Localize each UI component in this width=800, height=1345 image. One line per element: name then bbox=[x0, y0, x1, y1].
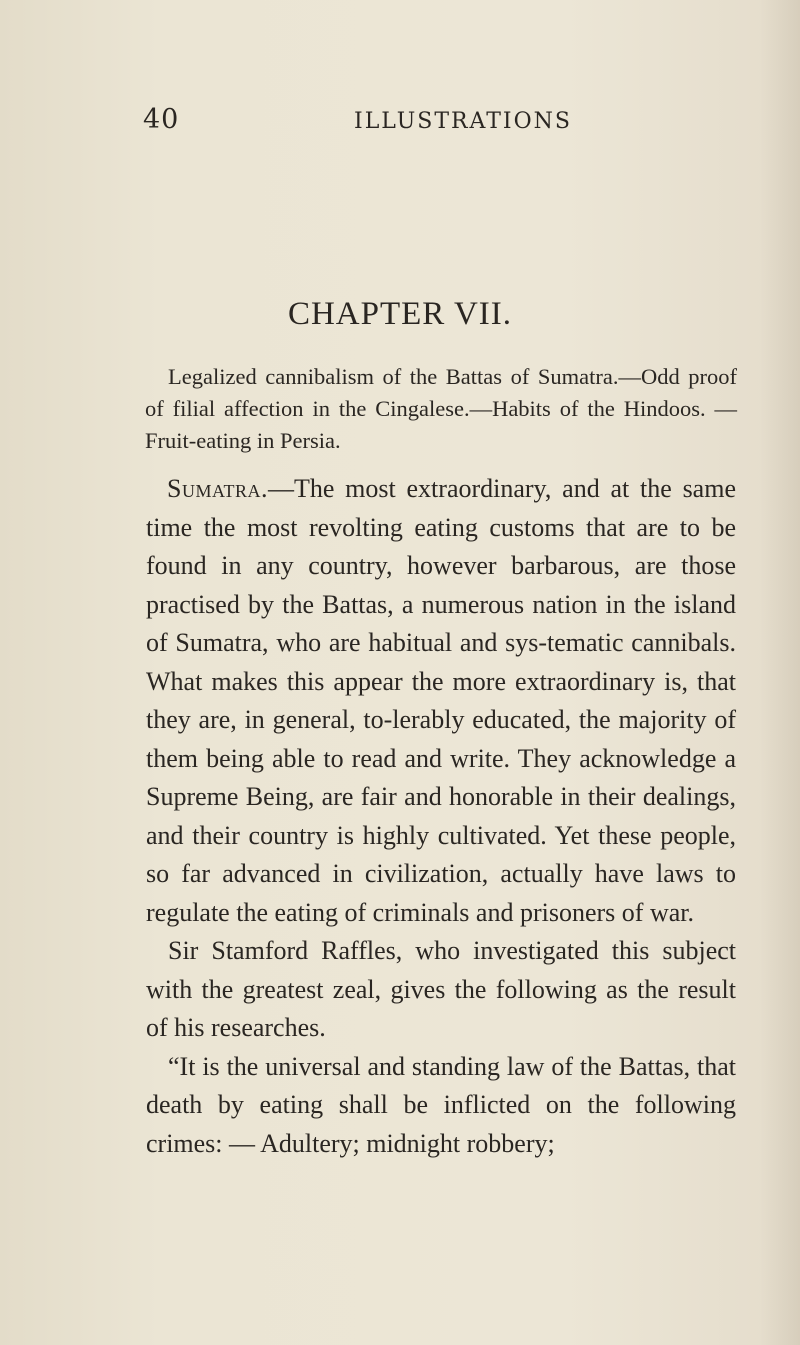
chapter-title: CHAPTER VII. bbox=[287, 296, 513, 332]
page-number: 40 bbox=[143, 104, 180, 135]
paragraph bbox=[146, 470, 736, 932]
paragraph-lead-word: Sumatra. bbox=[167, 474, 268, 503]
running-head: ILLUSTRATIONS bbox=[354, 109, 572, 134]
paragraph: “It is the universal and standing law of the Battas, that death by eating shall be inflicted on the following crimes: — Adultery; midnight robbery; bbox=[146, 1051, 736, 1158]
body-text bbox=[146, 470, 736, 1163]
chapter-summary: Legalized cannibalism of the Battas of Sumatra.—Odd proof of filial affection in the Cingalese.—Habits of the Hindoos. —Fruit-eating in Persia. bbox=[145, 364, 737, 453]
paragraph-text: —The most extraordinary, and at the same time the most revolting eating customs that are to be found in any country, however barbarous, are those practised by the Battas, a numerous nation in the island of Sumatra, who are habitual and sys-tematic cannibals. What makes this appear the more extraordinary is, that they are, in general, to-lerably educated, the majority of them being able to read and write. They acknowledge a Supreme Being, are fair and honorable in their dealings, and their country is highly cultivated. Yet these people, so far advanced in civilization, actually have laws to regulate the eating of criminals and prisoners of war. bbox=[146, 474, 736, 927]
page-header bbox=[143, 104, 663, 138]
paragraph: Sir Stamford Raffles, who investigated this subject with the greatest zeal, gives the following as the result of his researches. bbox=[146, 936, 736, 1042]
page-edge-shadow bbox=[760, 0, 800, 1345]
